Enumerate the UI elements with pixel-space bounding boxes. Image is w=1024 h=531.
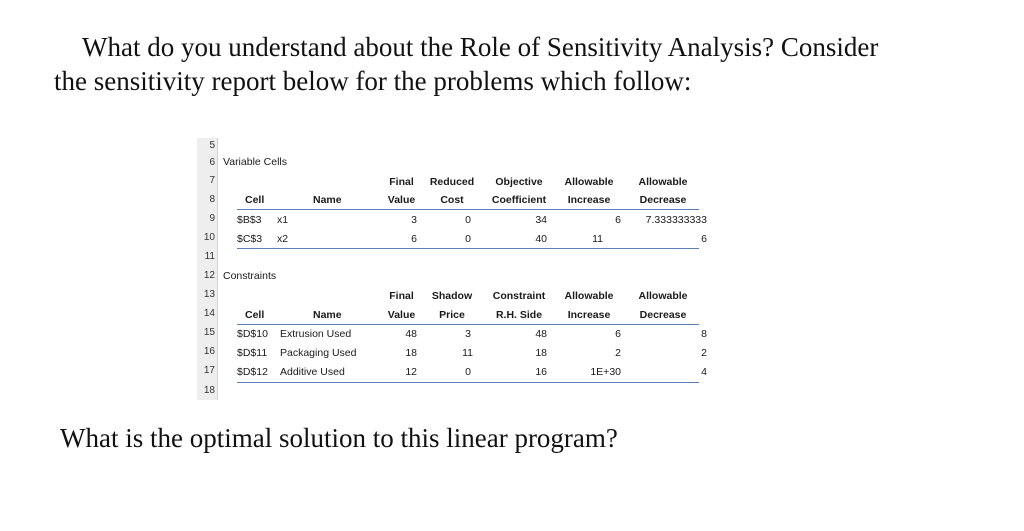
con-allowable-decrease: 8 — [701, 328, 707, 340]
var-header-increase: Increase — [567, 194, 611, 206]
intro-line-2: the sensitivity report below for the problems which follow: — [54, 66, 692, 96]
var-allowable-increase: 6 — [615, 214, 621, 226]
con-name: Packaging Used — [280, 347, 357, 359]
var-header-final: Final — [389, 176, 414, 188]
var-cell: $B$3 — [237, 214, 262, 226]
row-number-column — [197, 138, 218, 400]
con-rh-side: 48 — [535, 328, 547, 340]
intro-line-1: What do you understand about the Role of Sensitivity Analysis? Consider — [82, 32, 879, 62]
con-header-decrease: Decrease — [639, 309, 687, 321]
row-number: 16 — [203, 346, 215, 357]
con-header-cell: Cell — [245, 309, 265, 321]
row-number: 14 — [203, 308, 215, 319]
con-allowable-decrease: 2 — [701, 347, 707, 359]
con-rh-side: 16 — [535, 366, 547, 378]
con-header-name: Name — [313, 309, 342, 321]
con-header-constraint: Constraint — [492, 290, 546, 302]
row-number: 6 — [209, 157, 215, 168]
con-shadow-price: 3 — [465, 328, 471, 340]
con-allowable-increase: 1E+30 — [590, 366, 621, 378]
row-number: 15 — [203, 327, 215, 338]
var-reduced-cost: 0 — [465, 214, 471, 226]
var-bottom-rule — [237, 248, 699, 249]
con-header-value: Value — [387, 309, 416, 321]
var-final-value: 3 — [411, 214, 417, 226]
row-number: 12 — [203, 270, 215, 281]
var-header-name: Name — [313, 194, 342, 206]
con-name: Extrusion Used — [280, 328, 352, 340]
con-cell: $D$10 — [237, 328, 268, 340]
var-allowable-decrease: 7.333333333 — [645, 214, 707, 226]
con-cell: $D$12 — [237, 366, 268, 378]
constraints-title: Constraints — [223, 270, 277, 282]
var-name: x1 — [277, 214, 289, 226]
var-allowable-decrease: 6 — [701, 233, 707, 245]
con-header-shadow: Shadow — [431, 290, 473, 302]
variable-cells-title: Variable Cells — [223, 156, 287, 168]
intro-paragraph — [54, 30, 994, 98]
var-header-decrease: Decrease — [639, 194, 687, 206]
var-cell: $C$3 — [237, 233, 263, 245]
row-number: 13 — [203, 289, 215, 300]
con-final-value: 12 — [405, 366, 417, 378]
con-allowable-increase: 2 — [615, 347, 621, 359]
var-header-rule — [237, 209, 699, 210]
var-allowable-increase: 11 — [592, 233, 603, 245]
var-header-allowable-dec: Allowable — [638, 176, 688, 188]
var-header-cell: Cell — [245, 194, 265, 206]
var-reduced-cost: 0 — [465, 233, 471, 245]
var-header-reduced: Reduced — [429, 176, 475, 188]
con-header-rule — [237, 324, 699, 325]
var-name: x2 — [277, 233, 289, 245]
row-number: 17 — [203, 365, 215, 376]
var-objective-coefficient: 34 — [535, 214, 547, 226]
var-header-coefficient: Coefficient — [491, 194, 547, 206]
row-number: 5 — [209, 140, 215, 151]
con-cell: $D$11 — [237, 347, 268, 359]
var-header-cost: Cost — [440, 194, 464, 206]
con-allowable-decrease: 4 — [701, 366, 707, 378]
question-text: What is the optimal solution to this linear program? — [60, 423, 618, 453]
con-name: Additive Used — [280, 366, 345, 378]
row-number: 7 — [209, 175, 215, 186]
con-header-allowable-inc: Allowable — [564, 290, 614, 302]
row-number: 10 — [203, 232, 215, 243]
sensitivity-report — [197, 138, 712, 400]
con-header-final: Final — [389, 290, 414, 302]
con-rh-side: 18 — [535, 347, 547, 359]
row-number: 18 — [203, 385, 215, 396]
row-number: 9 — [209, 213, 215, 224]
var-objective-coefficient: 40 — [535, 233, 547, 245]
con-allowable-increase: 6 — [615, 328, 621, 340]
con-header-rh-side: R.H. Side — [495, 309, 543, 321]
con-header-increase: Increase — [567, 309, 611, 321]
var-header-objective: Objective — [495, 176, 543, 188]
var-final-value: 6 — [411, 233, 417, 245]
var-header-value: Value — [387, 194, 416, 206]
con-header-allowable-dec: Allowable — [638, 290, 688, 302]
con-header-price: Price — [439, 309, 465, 321]
var-header-allowable-inc: Allowable — [564, 176, 614, 188]
con-final-value: 18 — [405, 347, 417, 359]
row-number: 11 — [204, 251, 215, 262]
con-bottom-rule — [237, 382, 699, 383]
con-final-value: 48 — [405, 328, 417, 340]
con-shadow-price: 0 — [465, 366, 471, 378]
row-number: 8 — [209, 194, 215, 205]
con-shadow-price: 11 — [462, 347, 473, 359]
